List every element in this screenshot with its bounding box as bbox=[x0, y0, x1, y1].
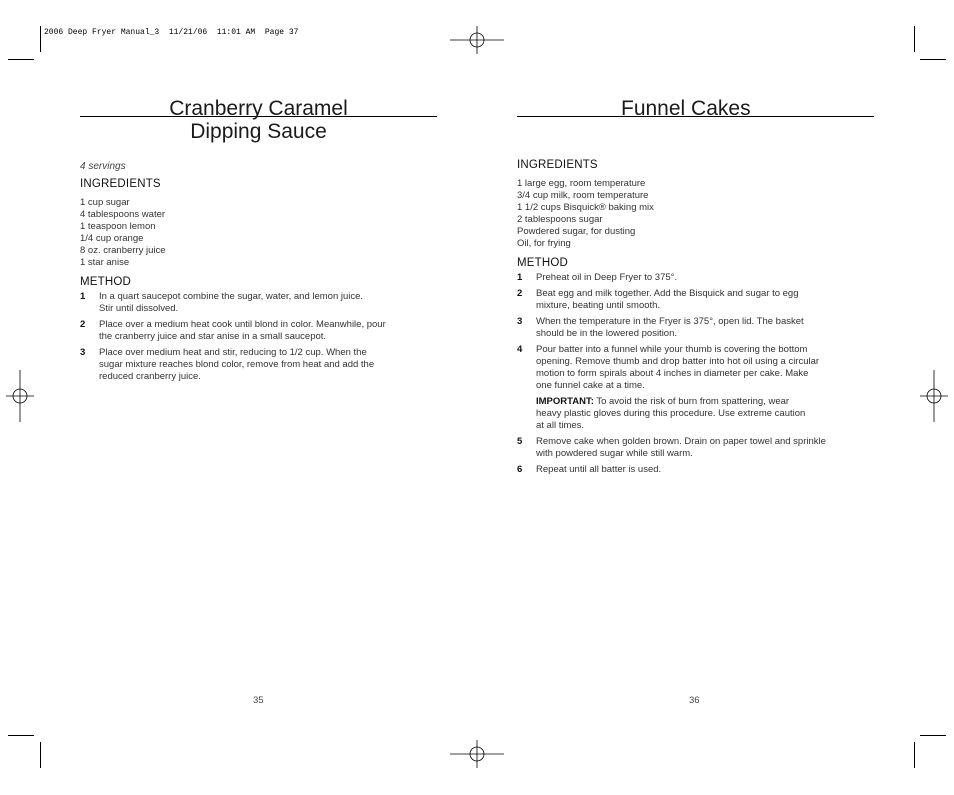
step-text-line: Stir until dissolved. bbox=[99, 303, 179, 314]
crop-mark-top-right-v bbox=[914, 26, 915, 52]
crop-mark-bottom-left-v bbox=[40, 742, 41, 768]
step-text-line: motion to form spirals about 4 inches in diameter per cake. Make bbox=[536, 368, 809, 379]
step-text-line: Repeat until all batter is used. bbox=[536, 464, 662, 475]
left-method-steps bbox=[80, 291, 440, 387]
page-number-right: 36 bbox=[689, 695, 700, 706]
method-step bbox=[80, 291, 440, 315]
registration-mark-left-icon bbox=[6, 370, 34, 422]
left-title-line2: Dipping Sauce bbox=[190, 120, 327, 143]
step-text-line: Beat egg and milk together. Add the Bisquick and sugar to egg bbox=[536, 288, 799, 299]
step-number: 3 bbox=[517, 316, 523, 327]
important-text-line: heavy plastic gloves during this procedure. Use extreme caution bbox=[536, 408, 806, 419]
ingredient-item: 4 tablespoons water bbox=[80, 209, 166, 220]
method-step bbox=[517, 464, 882, 476]
step-text-line: should be in the lowered position. bbox=[536, 328, 678, 339]
registration-mark-bottom-icon bbox=[450, 740, 504, 768]
left-ingredients-heading: INGREDIENTS bbox=[80, 178, 161, 190]
method-step bbox=[517, 272, 882, 284]
ingredient-item: 1 cup sugar bbox=[80, 197, 130, 208]
crop-mark-top-left-h bbox=[8, 59, 34, 60]
step-text-line: one funnel cake at a time. bbox=[536, 380, 645, 391]
ingredient-item: 1 1/2 cups Bisquick® baking mix bbox=[517, 202, 654, 213]
step-text-line: Remove cake when golden brown. Drain on paper towel and sprinkle bbox=[536, 436, 826, 447]
step-number: 4 bbox=[517, 344, 523, 355]
method-step bbox=[517, 436, 882, 460]
method-step bbox=[517, 288, 882, 312]
crop-mark-bottom-left-h bbox=[8, 735, 34, 736]
important-note bbox=[536, 396, 882, 432]
important-text-line: To avoid the risk of burn from spattering, wear bbox=[593, 396, 790, 407]
step-text-line: When the temperature in the Fryer is 375°, open lid. The basket bbox=[536, 316, 804, 327]
step-text-line: the cranberry juice and star anise in a small saucepot. bbox=[99, 331, 327, 342]
step-text-line: In a quart saucepot combine the sugar, water, and lemon juice. bbox=[99, 291, 364, 302]
step-number: 1 bbox=[517, 272, 523, 283]
step-text-line: Place over medium heat and stir, reducing to 1/2 cup. When the bbox=[99, 347, 367, 358]
ingredient-item: Powdered sugar, for dusting bbox=[517, 226, 636, 237]
method-step bbox=[80, 347, 440, 383]
right-page-title: Funnel Cakes bbox=[621, 97, 751, 120]
step-number: 2 bbox=[517, 288, 523, 299]
left-method-heading: METHOD bbox=[80, 276, 132, 288]
right-ingredients-heading: INGREDIENTS bbox=[517, 159, 598, 171]
ingredient-item: 1/4 cup orange bbox=[80, 233, 144, 244]
right-method-heading: METHOD bbox=[517, 257, 569, 269]
left-page-title bbox=[80, 97, 437, 143]
step-text-line: sugar mixture reaches blond color, remove from heat and add the bbox=[99, 359, 375, 370]
step-number: 1 bbox=[80, 291, 86, 302]
ingredient-item: 2 tablespoons sugar bbox=[517, 214, 603, 225]
step-number: 6 bbox=[517, 464, 523, 475]
crop-mark-top-left-v bbox=[40, 26, 41, 52]
method-step bbox=[517, 316, 882, 340]
method-step bbox=[80, 319, 440, 343]
left-title-line1: Cranberry Caramel bbox=[169, 97, 348, 120]
registration-mark-top-icon bbox=[450, 26, 504, 54]
ingredient-item: 1 large egg, room temperature bbox=[517, 178, 646, 189]
step-number: 3 bbox=[80, 347, 86, 358]
important-label: IMPORTANT: bbox=[536, 396, 594, 407]
step-text-line: Preheat oil in Deep Fryer to 375°. bbox=[536, 272, 678, 283]
step-text-line: with powdered sugar while still warm. bbox=[536, 448, 693, 459]
servings-text: 4 servings bbox=[80, 161, 126, 172]
step-text-line: Place over a medium heat cook until blond in color. Meanwhile, pour bbox=[99, 319, 386, 330]
step-text-line: opening. Remove thumb and drop batter into hot oil using a circular bbox=[536, 356, 820, 367]
crop-mark-bottom-right-v bbox=[914, 742, 915, 768]
crop-mark-bottom-right-h bbox=[920, 735, 946, 736]
ingredient-item: 3/4 cup milk, room temperature bbox=[517, 190, 649, 201]
step-number: 2 bbox=[80, 319, 86, 330]
print-slug: 2006 Deep Fryer Manual_3 11/21/06 11:01 AM Page 37 bbox=[44, 28, 299, 37]
important-text-line: at all times. bbox=[536, 420, 585, 431]
right-ingredient-list bbox=[517, 178, 654, 250]
step-text-line: Pour batter into a funnel while your thumb is covering the bottom bbox=[536, 344, 808, 355]
left-ingredient-list bbox=[80, 197, 166, 269]
step-text-line: mixture, beating until smooth. bbox=[536, 300, 661, 311]
ingredient-item: 8 oz. cranberry juice bbox=[80, 245, 166, 256]
method-step bbox=[517, 344, 882, 432]
right-method-steps bbox=[517, 272, 882, 480]
ingredient-item: 1 star anise bbox=[80, 257, 130, 268]
page-number-left: 35 bbox=[253, 695, 264, 706]
registration-mark-right-icon bbox=[920, 370, 948, 422]
step-text-line: reduced cranberry juice. bbox=[99, 371, 201, 382]
crop-mark-top-right-h bbox=[920, 59, 946, 60]
ingredient-item: Oil, for frying bbox=[517, 238, 571, 249]
step-number: 5 bbox=[517, 436, 523, 447]
ingredient-item: 1 teaspoon lemon bbox=[80, 221, 156, 232]
